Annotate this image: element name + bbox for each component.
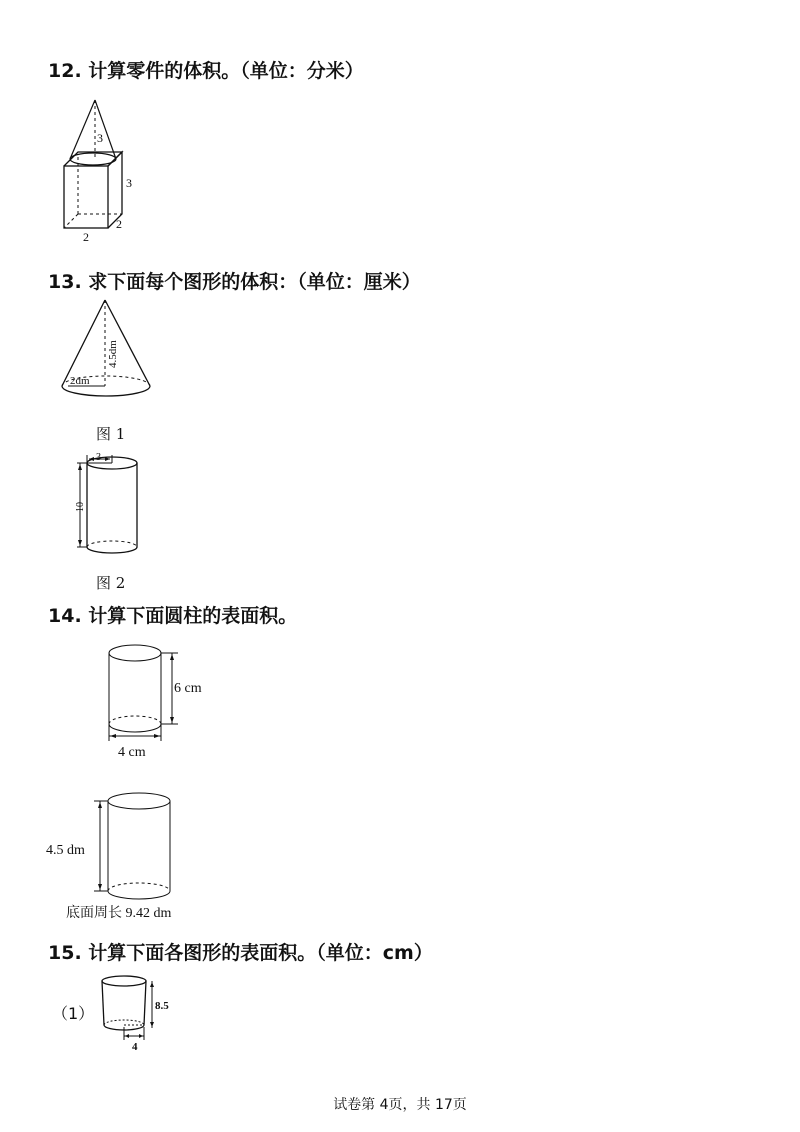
q13-cylinder-radius-label: 3 (96, 452, 101, 463)
q14-cylinder-a-figure (100, 640, 220, 765)
q12-width-label: 2 (83, 230, 89, 244)
q13-figure-2-caption: 图 2 (96, 574, 126, 592)
question-12-title: 12. 计算零件的体积。（单位：分米） (48, 60, 364, 82)
q14-a-diameter-label: 4 cm (118, 745, 146, 760)
q14-b-circumference-label: 底面周长 9.42 dm (66, 906, 172, 921)
q15-diameter-label: 4 (132, 1041, 138, 1053)
q13-cylinder-height-label: 10 (75, 502, 86, 512)
q15-cylinder-figure (96, 972, 186, 1057)
question-14-title: 14. 计算下面圆柱的表面积。 (48, 605, 298, 627)
q12-cone-height-label: 3 (97, 131, 103, 145)
q14-a-height-label: 6 cm (174, 681, 202, 696)
q13-figure-1-caption: 图 1 (96, 425, 126, 443)
q15-height-label: 8.5 (155, 1000, 169, 1012)
question-15-title: 15. 计算下面各图形的表面积。（单位：cm） (48, 942, 433, 964)
q12-cone-on-cube-figure (50, 96, 160, 246)
q13-cylinder-figure (70, 450, 150, 560)
q13-cone-radius-label: 2dm (70, 375, 90, 387)
q13-cone-figure (58, 296, 158, 406)
q15-item-1-label: （1） (52, 1004, 95, 1023)
q13-cone-height-label: 4.5dm (107, 340, 119, 368)
page-footer: 试卷第 4页，共 17页 (333, 1097, 467, 1113)
q14-cylinder-b-figure (46, 788, 216, 923)
q14-b-height-label: 4.5 dm (46, 843, 85, 858)
q12-depth-label: 2 (116, 217, 122, 231)
question-13-title: 13. 求下面每个图形的体积：（单位：厘米） (48, 271, 421, 293)
q12-cube-height-label: 3 (126, 176, 132, 190)
